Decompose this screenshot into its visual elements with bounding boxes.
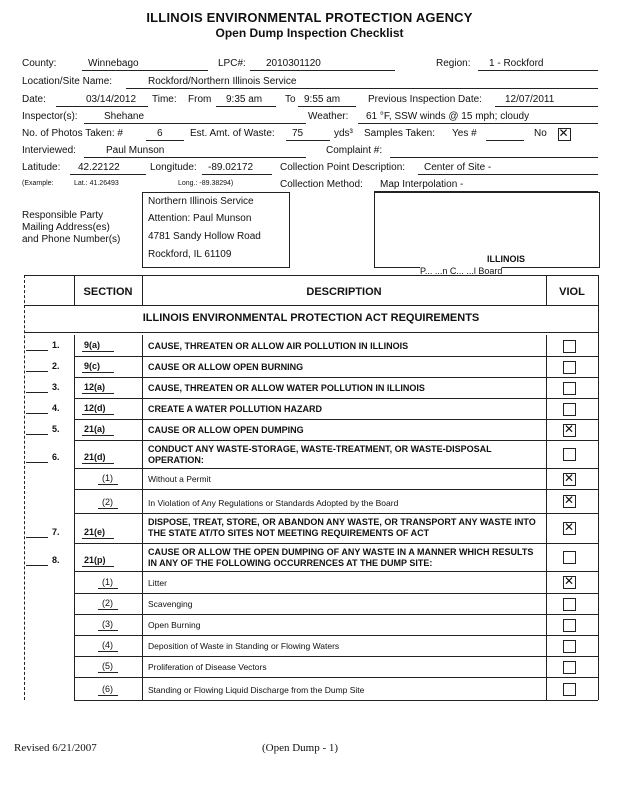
column-divider xyxy=(546,468,547,489)
row-divider xyxy=(74,677,598,678)
row-divider xyxy=(74,398,598,399)
row-description: Without a Permit xyxy=(148,474,211,484)
act-heading-bottom xyxy=(24,332,598,333)
photos-label: No. of Photos Taken: # xyxy=(22,128,123,139)
section-underline xyxy=(98,672,118,673)
interviewed-label: Interviewed: xyxy=(22,145,76,156)
lpc-line xyxy=(250,70,395,71)
column-divider xyxy=(74,571,75,593)
column-divider xyxy=(142,335,143,356)
waste-value: 75 xyxy=(292,128,304,139)
longitude-label: Longitude: xyxy=(150,162,197,173)
row-description: In Violation of Any Regulations or Standards Adopted by the Board xyxy=(148,498,399,508)
column-divider xyxy=(74,677,75,700)
section-underline xyxy=(82,463,114,464)
table-top-border xyxy=(24,275,598,276)
row-divider xyxy=(74,419,598,420)
column-divider xyxy=(142,419,143,440)
row-blank-line xyxy=(26,565,48,566)
inspectors-label: Inspector(s): xyxy=(22,111,78,122)
latitude-line xyxy=(70,174,146,175)
section-underline xyxy=(82,538,114,539)
section-underline xyxy=(98,630,118,631)
row-description: CAUSE OR ALLOW OPEN BURNING xyxy=(148,362,304,372)
complaint-label: Complaint #: xyxy=(326,145,383,156)
weather-line xyxy=(358,123,598,124)
row-section: (4) xyxy=(102,640,113,650)
row-description: Deposition of Waste in Standing or Flowing Waters xyxy=(148,641,340,651)
row-description: Open Burning xyxy=(148,620,201,630)
row-divider xyxy=(74,377,598,378)
column-divider xyxy=(546,356,547,377)
row-divider xyxy=(74,571,598,572)
column-divider xyxy=(142,468,143,489)
row-section: 12(d) xyxy=(84,403,106,413)
column-divider xyxy=(142,356,143,377)
violation-checkbox[interactable] xyxy=(563,598,576,611)
latitude-value: 42.22122 xyxy=(78,162,120,173)
column-divider xyxy=(74,656,75,677)
violation-checkbox[interactable] xyxy=(563,683,576,696)
example-label: (Example: xyxy=(22,180,54,187)
column-divider xyxy=(546,656,547,677)
column-divider xyxy=(74,419,75,440)
column-divider xyxy=(142,440,143,468)
prev-inspection-line xyxy=(495,106,598,107)
row-section: 12(a) xyxy=(84,382,106,392)
table-header-bottom xyxy=(24,305,598,306)
samples-no-x-icon: ✕ xyxy=(558,126,569,140)
agency-title: ILLINOIS ENVIRONMENTAL PROTECTION AGENCY xyxy=(146,10,473,25)
column-divider xyxy=(142,677,143,700)
date-label: Date: xyxy=(22,94,46,105)
row-section: (2) xyxy=(102,598,113,608)
column-divider xyxy=(142,543,143,571)
row-description: Litter xyxy=(148,578,167,588)
row-divider xyxy=(74,614,598,615)
column-divider xyxy=(74,377,75,398)
address-line-3: 4781 Sandy Hollow Road xyxy=(148,231,261,242)
row-section: 21(a) xyxy=(84,424,106,434)
address-line-1: Northern Illinois Service xyxy=(148,196,254,207)
samples-label: Samples Taken: xyxy=(364,128,435,139)
row-section: (6) xyxy=(102,684,113,694)
column-divider xyxy=(142,489,143,513)
column-divider xyxy=(546,677,547,700)
column-divider xyxy=(142,571,143,593)
column-divider xyxy=(142,635,143,656)
row-blank-line xyxy=(26,462,48,463)
column-divider xyxy=(546,593,547,614)
address-line-2: Attention: Paul Munson xyxy=(148,213,252,224)
time-label: Time: xyxy=(152,94,177,105)
row-blank-line xyxy=(26,434,48,435)
row-description: CREATE A WATER POLLUTION HAZARD xyxy=(148,404,322,414)
row-number: 3. xyxy=(52,382,60,392)
date-value: 03/14/2012 xyxy=(86,94,137,105)
column-divider xyxy=(546,440,547,468)
section-underline xyxy=(82,414,114,415)
column-divider xyxy=(74,489,75,513)
samples-no-label: No xyxy=(534,128,547,139)
samples-yes-label: Yes # xyxy=(452,128,477,139)
section-underline xyxy=(98,609,118,610)
row-section: (3) xyxy=(102,619,113,629)
column-divider xyxy=(546,543,547,571)
collection-point-line xyxy=(418,174,598,175)
region-line xyxy=(478,70,598,71)
address-line-4: Rockford, IL 61109 xyxy=(148,249,232,260)
column-divider xyxy=(546,571,547,593)
row-section: (2) xyxy=(102,497,113,507)
longitude-value: -89.02172 xyxy=(208,162,254,173)
to-label: To xyxy=(285,94,296,105)
photos-value: 6 xyxy=(157,128,163,139)
region-label: Region: xyxy=(436,58,471,69)
column-divider xyxy=(74,468,75,489)
prev-inspection-value: 12/07/2011 xyxy=(505,94,555,105)
weather-label: Weather: xyxy=(308,111,349,122)
interviewed-value: Paul Munson xyxy=(106,145,165,156)
violation-x-icon: ✕ xyxy=(563,520,575,534)
from-label: From xyxy=(188,94,212,105)
row-section: (1) xyxy=(102,577,113,587)
row-divider xyxy=(74,513,598,514)
row-blank-line xyxy=(26,537,48,538)
row-description: CONDUCT ANY WASTE-STORAGE, WASTE-TREATMENT, OR WASTE-DISPOSAL OPERATION: xyxy=(148,444,492,465)
section-underline xyxy=(98,651,118,652)
lpc-value: 2010301120 xyxy=(266,58,321,69)
row-divider xyxy=(74,700,598,701)
row-blank-line xyxy=(26,350,48,351)
row-blank-line xyxy=(26,392,48,393)
column-divider xyxy=(74,635,75,656)
section-underline xyxy=(98,508,118,509)
row-divider xyxy=(74,356,598,357)
column-divider xyxy=(142,593,143,614)
collection-method-value: Map Interpolation - xyxy=(380,179,464,190)
violation-checkbox[interactable] xyxy=(563,448,576,461)
column-divider xyxy=(142,377,143,398)
column-divider xyxy=(74,593,75,614)
row-section: (1) xyxy=(102,473,113,483)
column-divider xyxy=(546,377,547,398)
row-divider xyxy=(74,543,598,544)
column-divider xyxy=(74,440,75,468)
row-section: (5) xyxy=(102,661,113,671)
row-description: Scavenging xyxy=(148,599,193,609)
column-divider xyxy=(142,614,143,635)
col-viol-header: VIOL xyxy=(559,286,585,298)
location-label: Location/Site Name: xyxy=(22,76,113,87)
row-description: CAUSE, THREATEN OR ALLOW AIR POLLUTION IN ILLINOIS xyxy=(148,341,409,351)
violation-checkbox[interactable] xyxy=(563,661,576,674)
row-description: CAUSE, THREATEN OR ALLOW WATER POLLUTION IN ILLINOIS xyxy=(148,383,425,393)
column-divider xyxy=(74,513,75,543)
row-description: DISPOSE, TREAT, STORE, OR ABANDON ANY WASTE, OR TRANSPORT ANY WASTE INTO THE STATE AT/TO SITES NOT MEETING REQUIREMENTS OF ACT xyxy=(148,517,536,538)
row-number: 7. xyxy=(52,527,60,537)
column-divider xyxy=(74,398,75,419)
row-number: 1. xyxy=(52,340,60,350)
county-label: County: xyxy=(22,58,57,69)
row-description: CAUSE OR ALLOW THE OPEN DUMPING OF ANY WASTE IN A MANNER WHICH RESULTS IN ANY OF THE FOLLOWING OCCURRENCES AT THE DUMP SITE: xyxy=(148,547,534,568)
section-underline xyxy=(98,588,118,589)
row-description: Proliferation of Disease Vectors xyxy=(148,662,267,672)
violation-x-icon: ✕ xyxy=(563,471,575,485)
row-divider xyxy=(74,489,598,490)
date-line xyxy=(56,106,148,107)
row-divider xyxy=(74,468,598,469)
county-value: Winnebago xyxy=(88,58,139,69)
violation-x-icon: ✕ xyxy=(563,574,575,588)
row-divider xyxy=(74,656,598,657)
row-number: 6. xyxy=(52,452,60,462)
location-value: Rockford/Northern Illinois Service xyxy=(148,76,297,87)
weather-value: 61 °F, SSW winds @ 15 mph; cloudy xyxy=(366,111,530,122)
row-description: Standing or Flowing Liquid Discharge from the Dump Site xyxy=(148,685,365,695)
location-line xyxy=(126,88,598,89)
section-underline xyxy=(82,351,114,352)
row-section: 21(d) xyxy=(84,452,106,462)
column-divider xyxy=(546,335,547,356)
page-indicator: (Open Dump - 1) xyxy=(262,742,339,754)
section-underline xyxy=(82,372,114,373)
checklist-title: Open Dump Inspection Checklist xyxy=(215,26,404,40)
inspectors-value: Shehane xyxy=(104,111,145,122)
county-line xyxy=(82,70,208,71)
row-section: 21(p) xyxy=(84,555,106,565)
waste-label: Est. Amt. of Waste: xyxy=(190,128,275,139)
responsible-label-1: Responsible Party xyxy=(22,210,104,221)
section-underline xyxy=(82,566,114,567)
row-section: 9(c) xyxy=(84,361,101,371)
complaint-line xyxy=(390,157,598,158)
photos-line xyxy=(146,140,184,141)
collection-method-label: Collection Method: xyxy=(280,179,363,190)
row-section: 9(a) xyxy=(84,340,101,350)
row-blank-line xyxy=(26,413,48,414)
column-divider xyxy=(546,419,547,440)
waste-line xyxy=(286,140,330,141)
act-heading: ILLINOIS ENVIRONMENTAL PROTECTION ACT REQUIREMENTS xyxy=(142,312,480,324)
row-number: 4. xyxy=(52,403,60,413)
row-number: 2. xyxy=(52,361,60,371)
section-underline xyxy=(98,484,118,485)
violation-checkbox[interactable] xyxy=(563,403,576,416)
to-value: 9:55 am xyxy=(304,94,341,105)
revised-date: Revised 6/21/2007 xyxy=(14,742,97,754)
violation-checkbox[interactable] xyxy=(563,340,576,353)
to-line xyxy=(298,106,356,107)
column-divider xyxy=(546,635,547,656)
collection-point-label: Collection Point Description: xyxy=(280,162,406,173)
collection-point-value: Center of Site - xyxy=(424,162,492,173)
longitude-line xyxy=(202,174,272,175)
latitude-label: Latitude: xyxy=(22,162,61,173)
column-divider xyxy=(142,398,143,419)
column-divider xyxy=(74,543,75,571)
violation-checkbox[interactable] xyxy=(563,382,576,395)
column-divider xyxy=(546,614,547,635)
example-lat: Lat.: 41.26493 xyxy=(74,180,119,187)
section-underline xyxy=(98,695,118,696)
column-divider xyxy=(546,489,547,513)
section-underline xyxy=(82,393,114,394)
row-number: 8. xyxy=(52,555,60,565)
row-divider xyxy=(74,593,598,594)
from-line xyxy=(216,106,276,107)
responsible-label-2: Mailing Address(es) xyxy=(22,222,110,233)
violation-x-icon: ✕ xyxy=(563,493,575,507)
responsible-label-3: and Phone Number(s) xyxy=(22,234,121,245)
row-divider xyxy=(74,440,598,441)
row-divider xyxy=(74,635,598,636)
column-divider xyxy=(142,513,143,543)
inspectors-line xyxy=(84,123,306,124)
interviewed-line xyxy=(84,157,306,158)
waste-unit: yds³ xyxy=(334,128,353,139)
violation-checkbox[interactable] xyxy=(563,551,576,564)
row-number: 5. xyxy=(52,424,60,434)
col-description-header: DESCRIPTION xyxy=(306,286,382,298)
column-divider xyxy=(74,356,75,377)
row-section: 21(e) xyxy=(84,527,106,537)
column-divider xyxy=(142,656,143,677)
table-left-border xyxy=(24,275,25,700)
stamp-text-2: P... ...n C... ...l Board xyxy=(420,266,503,276)
from-value: 9:35 am xyxy=(226,94,263,105)
col-section-header: SECTION xyxy=(83,286,133,298)
column-divider xyxy=(74,335,75,356)
row-description: CAUSE OR ALLOW OPEN DUMPING xyxy=(148,425,304,435)
samples-yes-line xyxy=(486,140,524,141)
table-right-border xyxy=(598,275,599,700)
column-divider xyxy=(546,513,547,543)
example-long: Long.: -89.38294) xyxy=(178,180,234,187)
stamp-text-1: ILLINOIS xyxy=(487,254,525,264)
violation-checkbox[interactable] xyxy=(563,640,576,653)
region-value: 1 - Rockford xyxy=(489,58,544,69)
violation-x-icon: ✕ xyxy=(563,422,575,436)
column-divider xyxy=(546,398,547,419)
section-underline xyxy=(82,435,114,436)
lpc-label: LPC#: xyxy=(218,58,246,69)
violation-checkbox[interactable] xyxy=(563,619,576,632)
column-divider xyxy=(74,614,75,635)
prev-inspection-label: Previous Inspection Date: xyxy=(368,94,482,105)
row-blank-line xyxy=(26,371,48,372)
violation-checkbox[interactable] xyxy=(563,361,576,374)
